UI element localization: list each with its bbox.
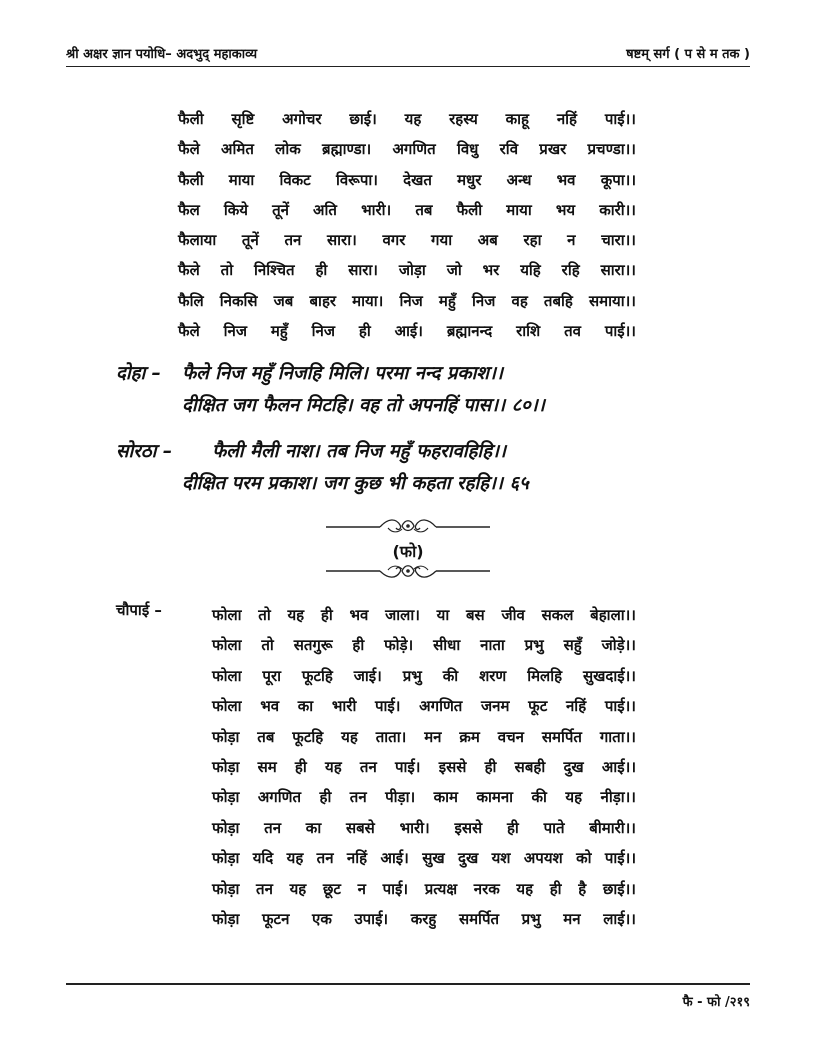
verse-line: फोला भव का भारी पाई। अगणित जनम फूट नहिं पाई।। <box>212 697 636 716</box>
sortha-label: सोरठा – <box>116 441 173 462</box>
verse-line: फैल किये तूनें अति भारी। तब फैली माया भय कारी।। <box>178 200 636 219</box>
verse-line: फोड़ा सम ही यह तन पाई। इससे ही सबही दुख आई।। <box>212 757 636 776</box>
verse-line: फैली माया विकट विरूपा। देखत मधुर अन्ध भव कूपा।। <box>178 170 636 189</box>
verse-line: फोड़ा फूटन एक उपाई। करहु समर्पित प्रभु मन लाई।। <box>212 909 636 928</box>
verse-line: फैले तो निश्चित ही सारा। जोड़ा जो भर यहि रहि सारा।। <box>178 261 636 280</box>
doha-label: दोहा – <box>116 363 161 384</box>
doha-block <box>116 358 545 422</box>
chaupai-block-1 <box>178 104 636 346</box>
verse-line: फैलाया तूनें तन सारा। वगर गया अब रहा न चारा।। <box>178 231 636 250</box>
doha-line-1: फैले निज महुँ निजहि मिलि। परमा नन्द प्रकाश।। <box>182 363 504 384</box>
ornament-divider-bottom <box>318 561 498 583</box>
verse-line: फैली सृष्टि अगोचर छाई। यह रहस्य काहू नहिं पाई।। <box>178 110 636 128</box>
running-header-title: श्री अक्षर ज्ञान पयोधि– अदभुद् महाकाव्य <box>66 47 258 62</box>
ornament-divider-top <box>318 514 498 536</box>
running-header-chapter: षष्टम् सर्ग ( प से म तक ) <box>626 47 750 62</box>
verse-line: फैलि निकसि जब बाहर माया। निज महुँ निज वह तबहि समाया।। <box>178 291 636 310</box>
verse-line: फोला तो सतगुरू ही फोड़े। सीधा नाता प्रभु सहुँ जोड़े।। <box>212 636 636 655</box>
verse-line: फोड़ा अगणित ही तन पीड़ा। काम कामना की यह नीड़ा।। <box>212 788 636 807</box>
section-title: (फो) <box>392 542 424 561</box>
verse-line: फोड़ा यदि यह तन नहिं आई। सुख दुख यश अपयश को पाई।। <box>212 849 636 868</box>
chaupai-block-2 <box>212 600 636 934</box>
page-footer: फै - फो /२१९ <box>682 995 750 1010</box>
sortha-line-1: फैली मैली नाश। तब निज महुँ फहरावहिहि।। <box>212 441 507 462</box>
verse-line: फोला तो यह ही भव जाला। या बस जीव सकल बेहाला।। <box>212 606 636 624</box>
verse-line: फोड़ा तब फूटहि यह ताता। मन क्रम वचन समर्पित गाता।। <box>212 727 636 746</box>
verse-line: फोड़ा तन यह छूट न पाई। प्रत्यक्ष नरक यह ही है छाई।। <box>212 879 636 898</box>
doha-line-2: दीक्षित जग फैलन मिटहि। वह तो अपनहिं पास।। ८०।। <box>182 395 545 416</box>
chaupai-label: चौपाई – <box>116 601 162 619</box>
verse-line: फैले निज महुँ निज ही आई। ब्रह्मानन्द राशि तव पाई।। <box>178 322 636 341</box>
verse-line: फोड़ा तन का सबसे भारी। इससे ही पाते बीमारी।। <box>212 818 636 837</box>
sortha-block <box>116 436 529 500</box>
verse-line: फैले अमित लोक ब्रह्माण्डा। अगणित विधु रवि प्रखर प्रचण्डा।। <box>178 140 636 159</box>
header-rule <box>66 66 750 67</box>
verse-line: फोला पूरा फूटहि जाई। प्रभु की शरण मिलहि सुखदाई।। <box>212 666 636 685</box>
footer-rule <box>66 983 750 985</box>
sortha-line-2: दीक्षित परम प्रकाश। जग कुछ भी कहता रहहि।। ६५ <box>182 473 529 494</box>
